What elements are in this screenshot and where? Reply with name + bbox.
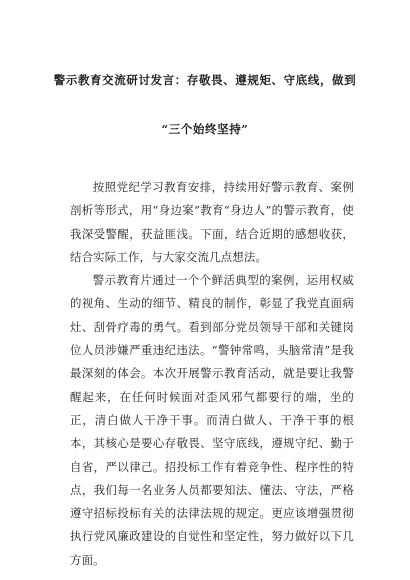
document-title-line-2: “三个始终坚持” [161,122,249,136]
document-title-line-1: 警示教育交流研讨发言：存敬畏、遵规矩、守底线，做到 [53,73,357,87]
body-paragraph-1: 按照党纪学习教育安排，持续用好警示教育、案例剖析等形式，用“身边案”教育“身边人”的警示教育，使我深受警醒，获益匪浅。下面，结合近期的感想收获，结合实际工作，与大家交流几点想法。 [70,180,354,264]
document-body [70,176,354,572]
body-paragraph-2: 警示教育片通过一个个鲜活典型的案例，运用权威的视角、生动的细节、精良的制作，彰显了我党直面病灶、刮骨疗毒的勇气。看到部分党员领导干部和关键岗位人员涉嫌严重违纪违法。“警钟常鸣，头脑常清”是我最深刻的体会。本次开展警示教育活动，就是要让我警醒起来，在任何时候面对歪风邪气都要行的端，坐的正，清白做人干净干事。而清白做人、干净干事的根本，其核心是要心存敬畏、坚守底线，遵规守纪、勤于自省，严以律己。招投标工作有着竞争性、程序性的特点，我们每一名业务人员都要知法、懂法、守法，严格遵守招标投标有关的法律法规的规定。更应该增强贯彻执行党风廉政建设的自觉性和坚定性，努力做好以下几方面。 [70,273,354,567]
